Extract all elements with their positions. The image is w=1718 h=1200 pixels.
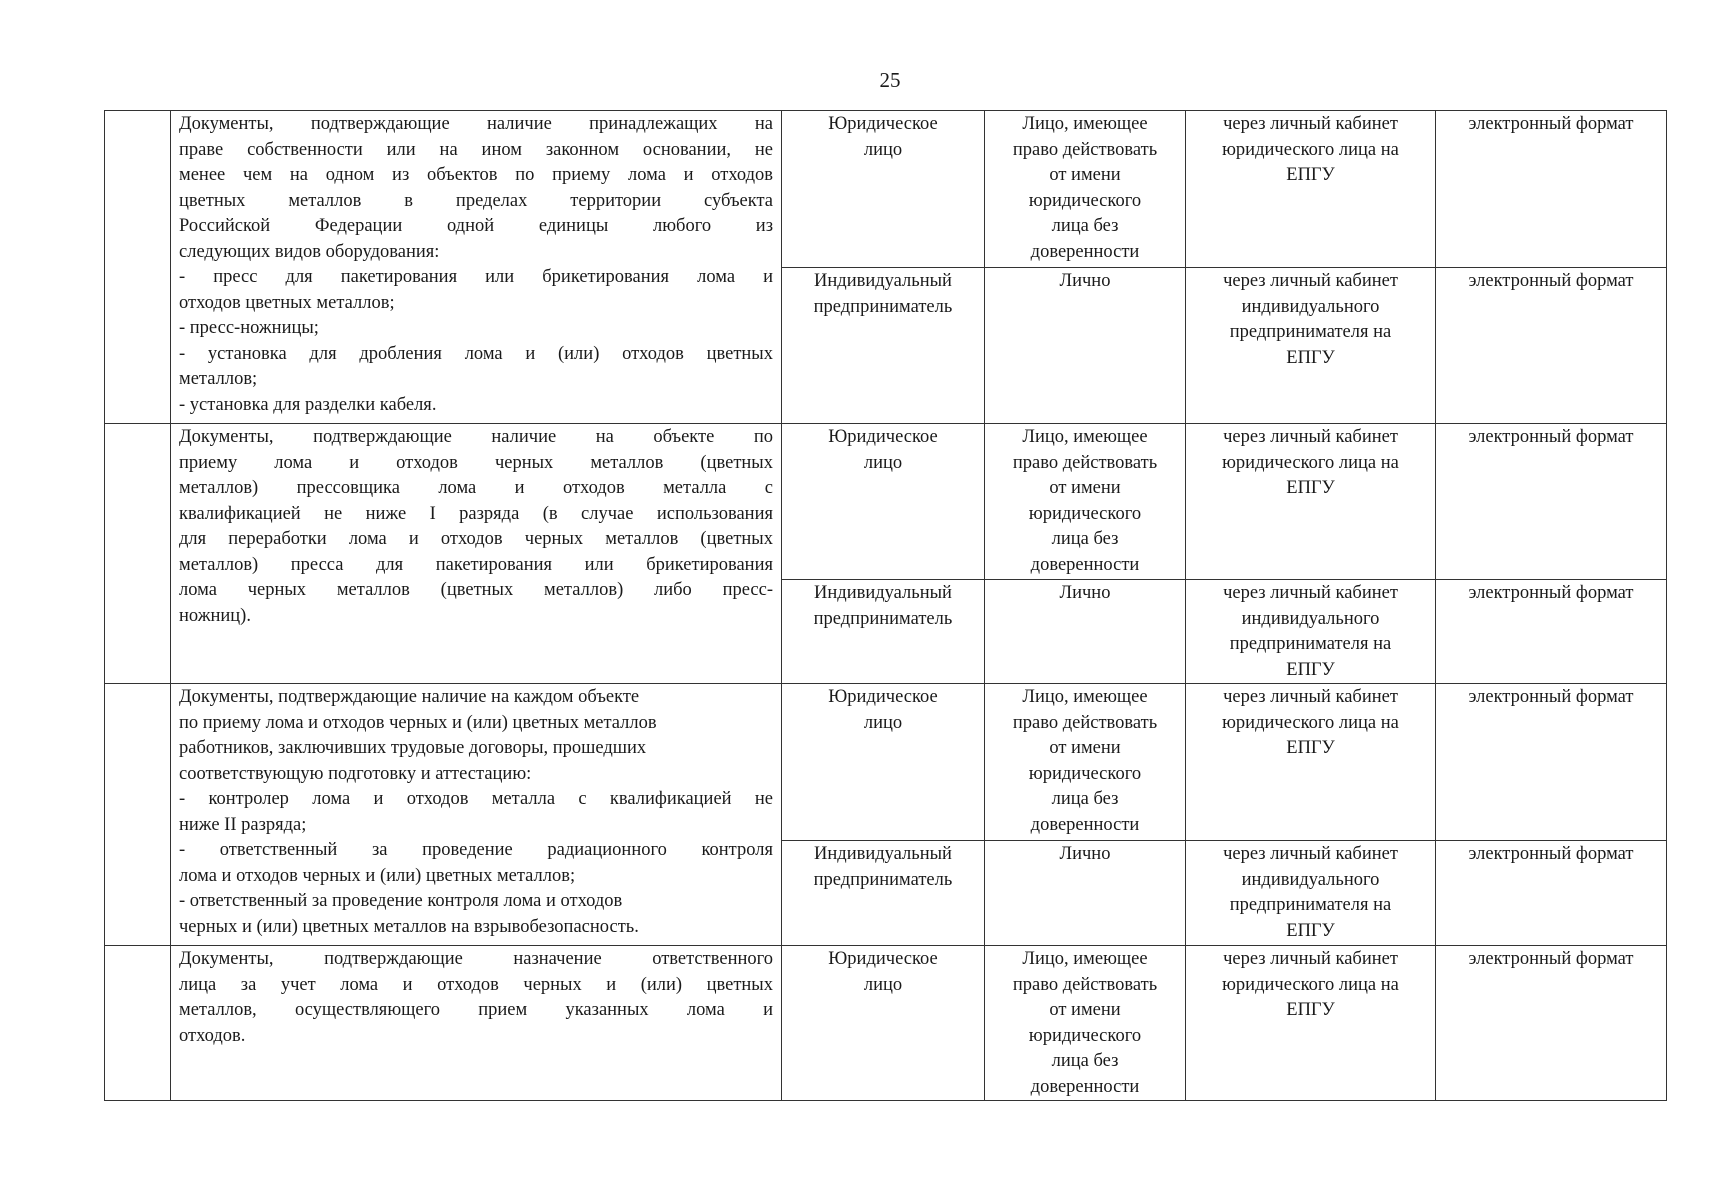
description-line: - контролер лома и отходов металла с квалификацией не bbox=[179, 789, 773, 809]
cell-line: через личный кабинет bbox=[1223, 583, 1398, 603]
cell-line: право действовать bbox=[1012, 974, 1158, 995]
description-line: - пресс для пакетирования или брикетирования лома и bbox=[179, 267, 773, 287]
cell-line: Индивидуальный bbox=[814, 271, 952, 291]
cell-line: ЕПГУ bbox=[1286, 347, 1335, 368]
cell-line: Лицо, имеющее bbox=[1022, 949, 1148, 969]
cell-line: юридического лица на bbox=[1222, 139, 1399, 160]
cell-line: через личный кабинет bbox=[1223, 687, 1398, 707]
submission-method-cell bbox=[1186, 946, 1436, 1101]
cell-line: Лицо, имеющее bbox=[1022, 427, 1148, 447]
representative-cell bbox=[985, 684, 1186, 841]
cell-line: лицо bbox=[863, 452, 903, 473]
description-line: по приему лома и отходов черных и (или) цветных металлов bbox=[179, 712, 657, 733]
cell-line: лицо bbox=[863, 974, 903, 995]
cell-line: ЕПГУ bbox=[1286, 920, 1335, 941]
description-line: металлов; bbox=[179, 369, 258, 389]
cell-line: Юридическое bbox=[828, 949, 938, 969]
page-number: 25 bbox=[879, 68, 901, 92]
format-cell: электронный формат bbox=[1436, 684, 1667, 841]
description-line: - установка для разделки кабеля. bbox=[179, 394, 437, 415]
description-line: лома черных металлов (цветных металлов) либо пресс- bbox=[179, 580, 773, 600]
representative-cell bbox=[985, 841, 1186, 946]
format-cell: электронный формат bbox=[1436, 111, 1667, 268]
cell-line: доверенности bbox=[1030, 554, 1140, 575]
cell-line: предприниматель bbox=[813, 869, 953, 890]
cell-line: юридического лица на bbox=[1222, 452, 1399, 473]
cell-line: через личный кабинет bbox=[1223, 949, 1398, 969]
representative-cell bbox=[985, 580, 1186, 684]
description-line: для переработки лома и отходов черных металлов (цветных bbox=[179, 529, 773, 549]
applicant-cell bbox=[782, 111, 985, 268]
description-line: отходов цветных металлов; bbox=[179, 292, 395, 313]
cell-line: Лично bbox=[1059, 583, 1111, 603]
description-line: - пресс-ножницы; bbox=[179, 318, 319, 338]
description-line: Документы, подтверждающие назначение ответственного bbox=[179, 949, 773, 969]
cell-line: доверенности bbox=[1030, 814, 1140, 835]
row-number-cell bbox=[105, 684, 171, 946]
document-description bbox=[171, 111, 782, 424]
applicant-cell bbox=[782, 841, 985, 946]
cell-line: Лицо, имеющее bbox=[1022, 687, 1148, 707]
format-cell: электронный формат bbox=[1436, 424, 1667, 580]
cell-line: юридического bbox=[1028, 763, 1142, 784]
cell-line: Индивидуальный bbox=[814, 844, 952, 864]
cell-line: ЕПГУ bbox=[1286, 478, 1335, 498]
cell-line: предпринимателя на bbox=[1229, 322, 1392, 342]
description-line: следующих видов оборудования: bbox=[179, 241, 440, 262]
format-cell: электронный формат bbox=[1436, 268, 1667, 424]
table-body bbox=[105, 111, 1667, 1101]
description-line: Документы, подтверждающие наличие принадлежащих на bbox=[179, 114, 773, 134]
applicant-cell bbox=[782, 268, 985, 424]
cell-line: от имени bbox=[1049, 478, 1121, 498]
applicant-cell bbox=[782, 684, 985, 841]
cell-line: через личный кабинет bbox=[1223, 427, 1398, 447]
cell-line: лица без bbox=[1051, 529, 1119, 549]
description-line: ниже II разряда; bbox=[179, 814, 307, 835]
format-cell: электронный формат bbox=[1436, 841, 1667, 946]
description-line: - ответственный за проведение радиационного контроля bbox=[179, 840, 773, 860]
cell-line: лица без bbox=[1051, 1051, 1119, 1071]
description-line: отходов. bbox=[179, 1025, 246, 1046]
cell-line: юридического лица на bbox=[1222, 712, 1399, 733]
cell-line: предприниматель bbox=[813, 608, 953, 629]
cell-line: лица без bbox=[1051, 789, 1119, 809]
row-number-cell bbox=[105, 111, 171, 424]
cell-line: Лицо, имеющее bbox=[1022, 114, 1148, 134]
description-line: праве собственности или на ином законном основании, не bbox=[179, 139, 773, 160]
description-line: цветных металлов в пределах территории субъекта bbox=[179, 190, 773, 211]
representative-cell bbox=[985, 268, 1186, 424]
cell-line: через личный кабинет bbox=[1223, 844, 1398, 864]
cell-line: лицо bbox=[863, 139, 903, 160]
format-cell: электронный формат bbox=[1436, 580, 1667, 684]
description-line: - установка для дробления лома и (или) отходов цветных bbox=[179, 343, 773, 364]
cell-line: Индивидуальный bbox=[814, 583, 952, 603]
cell-line: от имени bbox=[1049, 165, 1121, 185]
table-row bbox=[105, 684, 1667, 841]
cell-line: предпринимателя на bbox=[1229, 634, 1392, 654]
applicant-cell bbox=[782, 424, 985, 580]
description-line: Документы, подтверждающие наличие на объекте по bbox=[179, 427, 773, 447]
submission-method-cell bbox=[1186, 684, 1436, 841]
description-line: квалификацией не ниже I разряда (в случае использования bbox=[179, 503, 773, 524]
cell-line: через личный кабинет bbox=[1223, 271, 1398, 291]
document-description bbox=[171, 684, 782, 946]
applicant-cell bbox=[782, 946, 985, 1101]
table-row bbox=[105, 424, 1667, 580]
representative-cell bbox=[985, 424, 1186, 580]
cell-line: право действовать bbox=[1012, 139, 1158, 160]
description-line: соответствующую подготовку и аттестацию: bbox=[179, 763, 532, 784]
cell-line: доверенности bbox=[1030, 241, 1140, 262]
document-description bbox=[171, 424, 782, 684]
cell-line: ЕПГУ bbox=[1286, 1000, 1335, 1020]
documents-table bbox=[104, 110, 1667, 1101]
submission-method-cell bbox=[1186, 580, 1436, 684]
description-line: Российской Федерации одной единицы любого из bbox=[179, 216, 773, 236]
cell-line: от имени bbox=[1049, 1000, 1121, 1020]
description-line: приему лома и отходов черных металлов (цветных bbox=[179, 452, 773, 473]
description-line: металлов, осуществляющего прием указанных лома и bbox=[179, 1000, 773, 1020]
description-line: лица за учет лома и отходов черных и (или) цветных bbox=[179, 974, 773, 995]
submission-method-cell bbox=[1186, 424, 1436, 580]
description-line: ножниц). bbox=[179, 605, 251, 626]
submission-method-cell bbox=[1186, 111, 1436, 268]
cell-line: от имени bbox=[1049, 738, 1121, 758]
document-description bbox=[171, 946, 782, 1101]
row-number-cell bbox=[105, 424, 171, 684]
cell-line: юридического bbox=[1028, 190, 1142, 211]
cell-line: предприниматель bbox=[813, 296, 953, 317]
cell-line: лицо bbox=[863, 712, 903, 733]
description-line: лома и отходов черных и (или) цветных металлов; bbox=[179, 865, 576, 886]
cell-line: индивидуального bbox=[1241, 296, 1380, 317]
cell-line: Юридическое bbox=[828, 427, 938, 447]
cell-line: право действовать bbox=[1012, 712, 1158, 733]
cell-line: лица без bbox=[1051, 216, 1119, 236]
submission-method-cell bbox=[1186, 841, 1436, 946]
description-line: черных и (или) цветных металлов на взрывобезопасность. bbox=[179, 916, 639, 937]
description-line: менее чем на одном из объектов по приему лома и отходов bbox=[179, 165, 773, 185]
representative-cell bbox=[985, 111, 1186, 268]
submission-method-cell bbox=[1186, 268, 1436, 424]
cell-line: ЕПГУ bbox=[1286, 165, 1335, 185]
cell-line: Лично bbox=[1059, 844, 1111, 864]
cell-line: ЕПГУ bbox=[1286, 659, 1335, 680]
format-cell: электронный формат bbox=[1436, 946, 1667, 1101]
cell-line: юридического лица на bbox=[1222, 974, 1399, 995]
description-line: работников, заключивших трудовые договоры, прошедших bbox=[179, 738, 647, 758]
cell-line: Юридическое bbox=[828, 114, 938, 134]
cell-line: Юридическое bbox=[828, 687, 938, 707]
description-line: - ответственный за проведение контроля лома и отходов bbox=[179, 891, 623, 911]
cell-line: индивидуального bbox=[1241, 869, 1380, 890]
description-line: металлов) пресса для пакетирования или брикетирования bbox=[179, 554, 773, 575]
table-row bbox=[105, 946, 1667, 1101]
description-line: металлов) прессовщика лома и отходов металла с bbox=[179, 478, 773, 498]
cell-line: доверенности bbox=[1030, 1076, 1140, 1097]
cell-line: ЕПГУ bbox=[1286, 738, 1335, 758]
cell-line: предпринимателя на bbox=[1229, 895, 1392, 915]
cell-line: индивидуального bbox=[1241, 608, 1380, 629]
cell-line: юридического bbox=[1028, 503, 1142, 524]
description-line: Документы, подтверждающие наличие на каждом объекте bbox=[179, 687, 640, 707]
row-number-cell bbox=[105, 946, 171, 1101]
cell-line: право действовать bbox=[1012, 452, 1158, 473]
cell-line: через личный кабинет bbox=[1223, 114, 1398, 134]
table-row bbox=[105, 111, 1667, 268]
applicant-cell bbox=[782, 580, 985, 684]
representative-cell bbox=[985, 946, 1186, 1101]
cell-line: юридического bbox=[1028, 1025, 1142, 1046]
cell-line: Лично bbox=[1059, 271, 1111, 291]
